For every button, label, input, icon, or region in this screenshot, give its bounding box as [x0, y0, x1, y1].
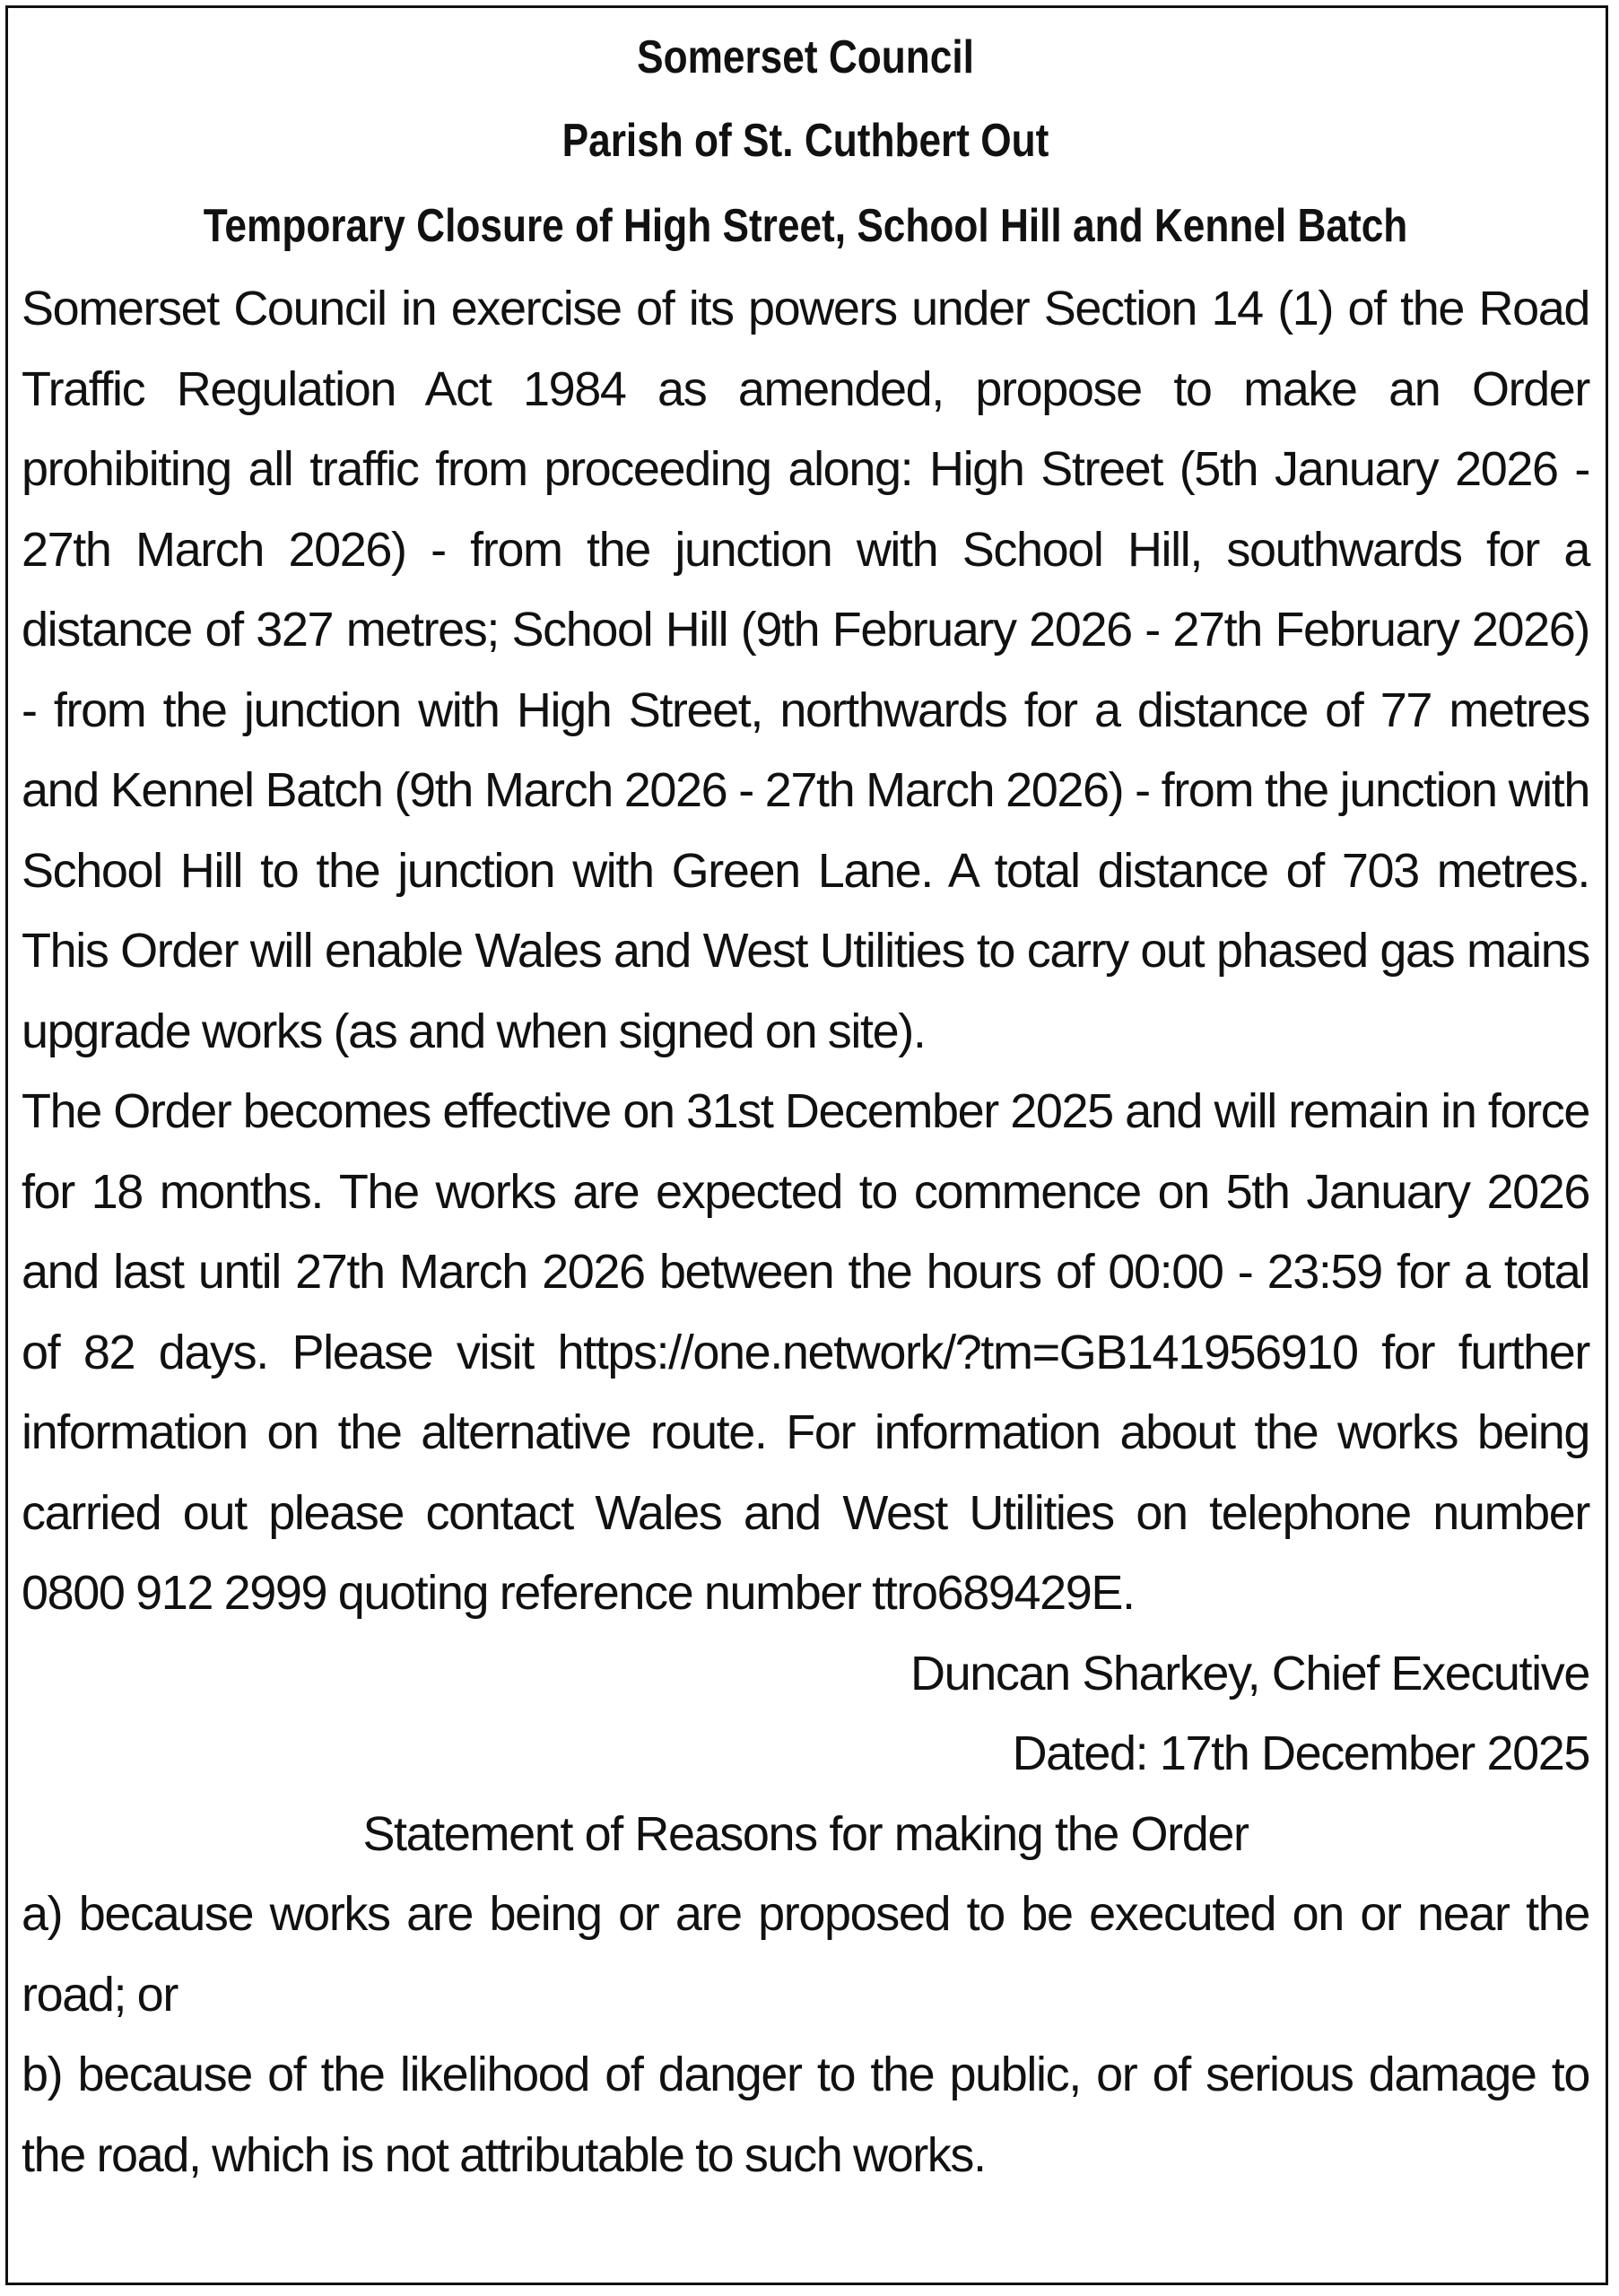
reason-a: a) because works are being or are proposed to be executed on or near the road; or — [22, 1887, 1589, 2022]
parish-name: Parish of St. Cuthbert Out — [561, 115, 1049, 167]
council-name: Somerset Council — [637, 31, 974, 83]
order-effective-paragraph: The Order becomes effective on 31st December 2025 and will remain in force for 18 months. The works are expected to commence on 5th January 2026 and last until 27th March 2026 between the hours of 00:00 - 23:59 for a total of 82 days. Please visit https://one.network/?tm=GB141956910 for further information on the alternative route. For information about the works being carried out please contact Wales and West Utilities on telephone number 0800 912 2999 quoting reference number ttro689429E. — [22, 1084, 1589, 1620]
reason-b: b) because of the likelihood of danger to the public, or of serious damage to the road, which is not attributable to such works. — [22, 2048, 1589, 2182]
public-notice — [22, 16, 1589, 2196]
order-proposal-paragraph: Somerset Council in exercise of its powers under Section 14 (1) of the Road Traffic Regulation Act 1984 as amended, propose to make an Order prohibiting all traffic from proceeding along: High Street (5th January 2026 - 27th March 2026) - from the junction with School Hill, southwards for a distance of 327 metres; School Hill (9th February 2026 - 27th February 2026) - from the junction with High Street, northwards for a distance of 77 metres and Kennel Batch (9th March 2026 - 27th March 2026) - from the junction with School Hill to the junction with Green Lane. A total distance of 703 metres. This Order will enable Wales and West Utilities to carry out phased gas mains upgrade works (as and when signed on site). — [22, 282, 1589, 1058]
signatory: Duncan Sharkey, Chief Executive — [910, 1646, 1589, 1700]
notice-title: Temporary Closure of High Street, School Hill and Kennel Batch — [203, 200, 1408, 252]
date-line: Dated: 17th December 2025 — [1012, 1726, 1589, 1780]
statement-of-reasons-title: Statement of Reasons for making the Order — [362, 1806, 1249, 1861]
